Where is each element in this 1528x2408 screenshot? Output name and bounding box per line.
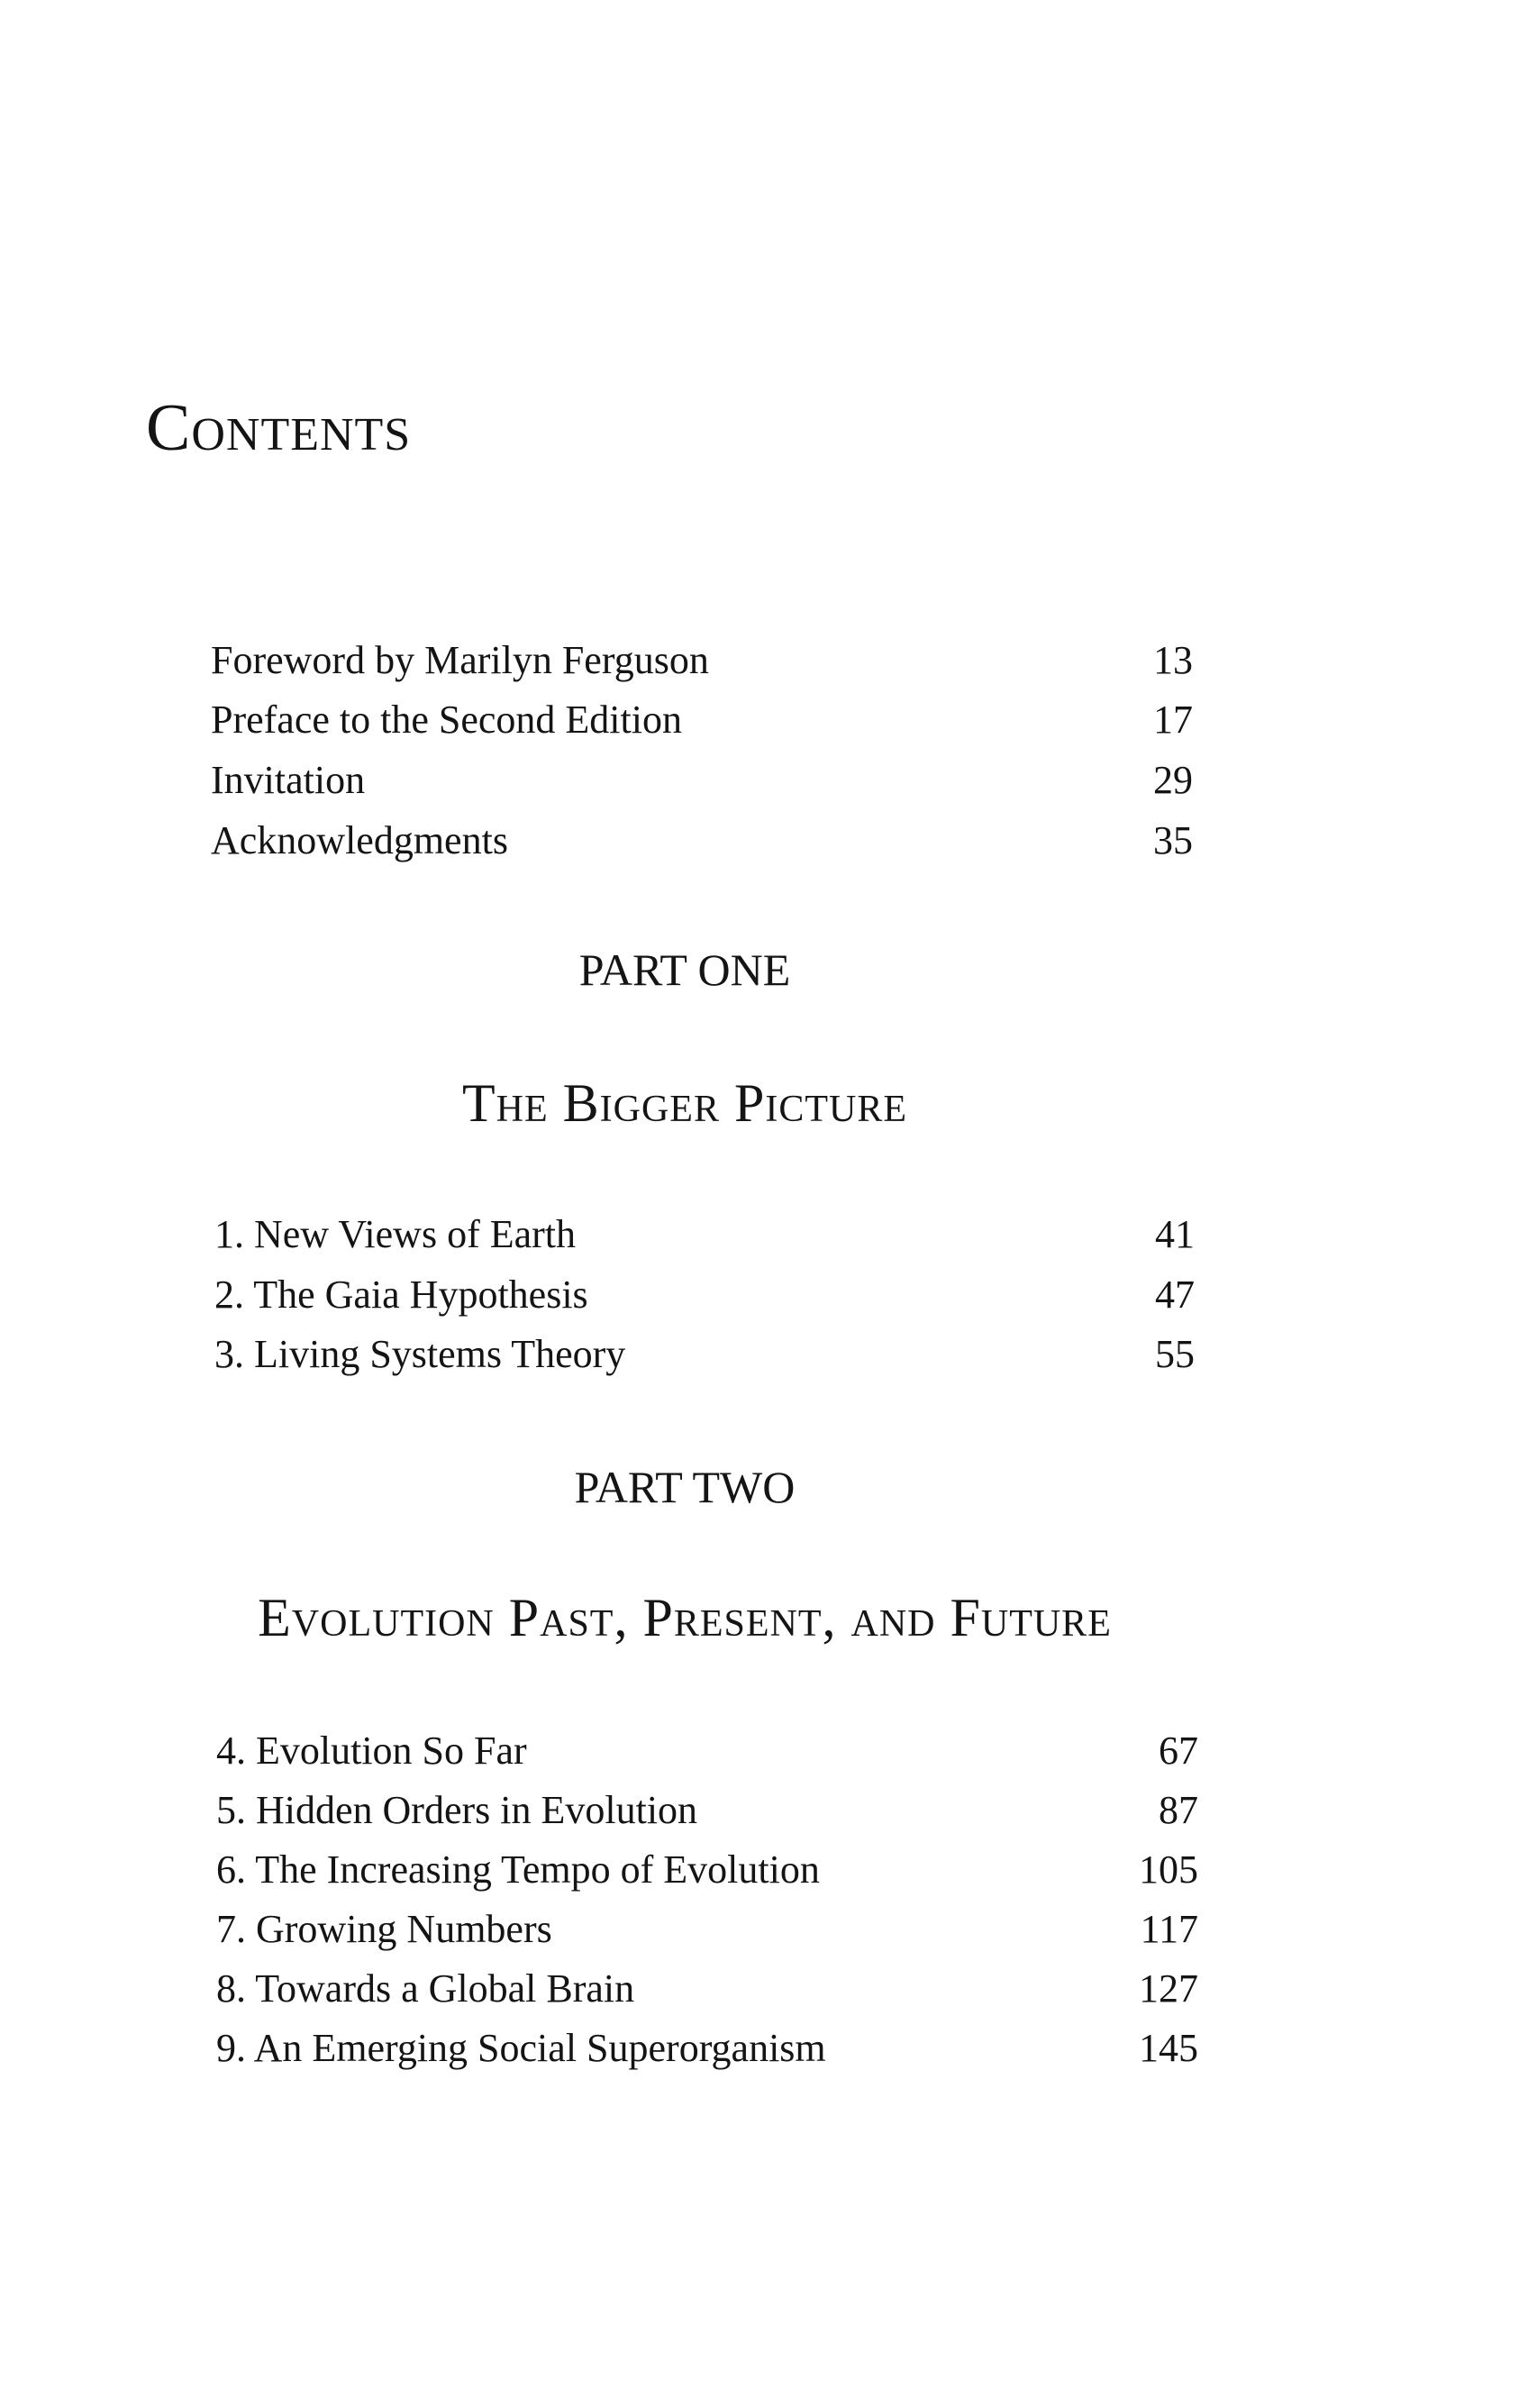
toc-entry-page: 67 <box>1159 1728 1198 1773</box>
toc-entry-title: Invitation <box>211 758 366 802</box>
toc-entry-title: 9. An Emerging Social Superorganism <box>216 2026 826 2070</box>
toc-chapter-8[interactable] <box>216 1959 1198 2019</box>
toc-chapter-6[interactable] <box>216 1840 1198 1900</box>
toc-entry-title: 1. New Views of Earth <box>214 1212 577 1256</box>
toc-entry-title: 3. Living Systems Theory <box>214 1332 626 1376</box>
toc-entry-title: Foreword by Marilyn Ferguson <box>211 638 709 682</box>
toc-entry-title: 8. Towards a Global Brain <box>216 1966 635 2011</box>
toc-chapter-7[interactable] <box>216 1900 1198 1959</box>
toc-entry-page: 55 <box>1155 1332 1195 1376</box>
toc-entry-acknowledgments[interactable] <box>211 811 1193 871</box>
toc-entry-page: 127 <box>1139 1966 1198 2011</box>
toc-chapter-1[interactable] <box>214 1205 1195 1264</box>
toc-chapter-9[interactable] <box>216 2019 1198 2078</box>
toc-entry-page: 17 <box>1153 698 1193 742</box>
toc-entry-page: 47 <box>1155 1272 1195 1317</box>
toc-entry-page: 29 <box>1153 758 1193 802</box>
toc-entry-page: 145 <box>1139 2026 1198 2070</box>
toc-entry-page: 87 <box>1159 1788 1198 1832</box>
toc-entry-title: 5. Hidden Orders in Evolution <box>216 1788 698 1832</box>
part-two-label: PART TWO <box>574 1462 796 1512</box>
toc-entry-page: 41 <box>1155 1212 1195 1256</box>
page-title: Contents <box>146 391 412 465</box>
toc-entry-invitation[interactable] <box>211 751 1193 810</box>
toc-entry-title: 2. The Gaia Hypothesis <box>214 1272 588 1317</box>
toc-chapter-4[interactable] <box>216 1721 1198 1781</box>
toc-entry-title: Acknowledgments <box>211 818 508 862</box>
toc-entry-page: 117 <box>1140 1907 1198 1951</box>
toc-chapter-2[interactable] <box>214 1265 1195 1325</box>
toc-chapter-5[interactable] <box>216 1781 1198 1840</box>
toc-chapter-3[interactable] <box>214 1325 1195 1384</box>
toc-entry-page: 35 <box>1153 818 1193 862</box>
toc-entry-foreword[interactable] <box>211 631 1193 690</box>
toc-entry-title: 4. Evolution So Far <box>216 1728 527 1773</box>
toc-entry-title: Preface to the Second Edition <box>211 698 682 742</box>
part-one-title: The Bigger Picture <box>462 1073 907 1133</box>
toc-entry-title: 7. Growing Numbers <box>216 1907 552 1951</box>
part-one-label: PART ONE <box>578 944 791 995</box>
toc-entry-page: 105 <box>1139 1847 1198 1892</box>
toc-entry-title: 6. The Increasing Tempo of Evolution <box>216 1847 820 1892</box>
part-two-title: Evolution Past, Present, and Future <box>258 1588 1112 1647</box>
toc-entry-preface[interactable] <box>211 690 1193 750</box>
toc-entry-page: 13 <box>1153 638 1193 682</box>
